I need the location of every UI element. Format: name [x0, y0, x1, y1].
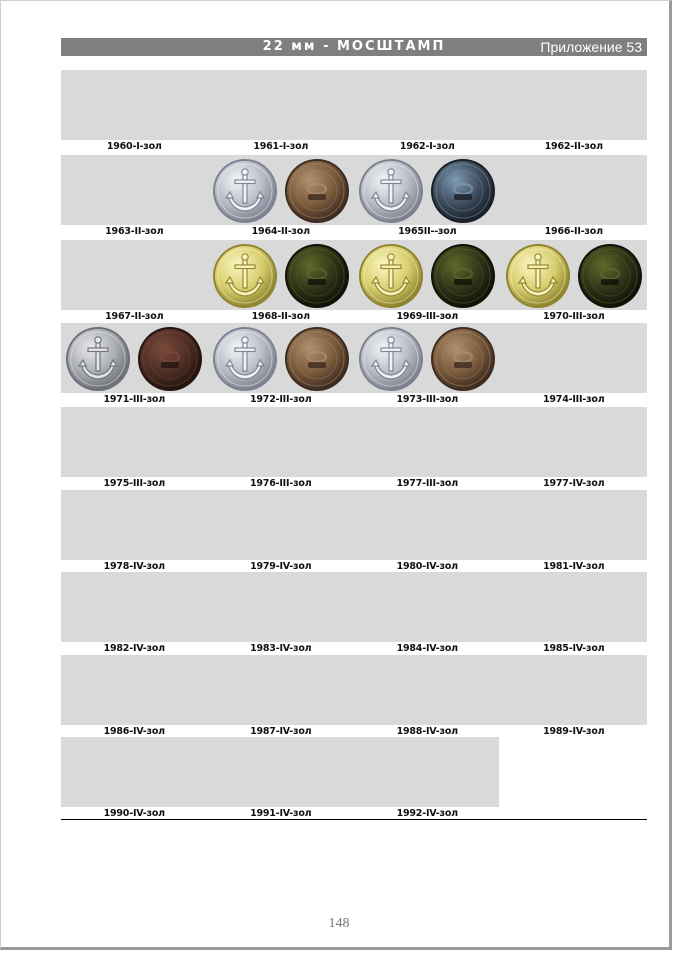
cell-label: 1965II--зол [398, 226, 457, 237]
cell-label: 1980-IV-зол [396, 561, 458, 572]
button-cell [354, 70, 501, 154]
cell-label: 1970-III-зол [542, 311, 605, 322]
button-back-image [430, 158, 496, 224]
button-cell [61, 155, 208, 239]
button-cell [61, 655, 208, 739]
button-cell [61, 572, 208, 656]
button-cell [208, 407, 355, 491]
button-cell [501, 407, 648, 491]
cell-label: 1963-II-зол [105, 226, 164, 237]
cell-label: 1977-III-зол [396, 478, 459, 489]
button-cell [354, 155, 501, 239]
cell-label: 1978-IV-зол [103, 561, 165, 572]
cell-label: 1992-IV-зол [396, 808, 458, 819]
cell-label: 1962-I-зол [399, 141, 455, 152]
button-cell [61, 407, 208, 491]
cell-label: 1983-IV-зол [250, 643, 312, 654]
cell-label: 1974-III-зол [542, 394, 605, 405]
button-cell [61, 323, 208, 407]
button-cell [501, 490, 648, 574]
button-back-image [284, 326, 350, 392]
button-cell [208, 490, 355, 574]
cell-label: 1975-III-зол [103, 478, 166, 489]
button-back-image [430, 326, 496, 392]
cell-label: 1972-III-зол [249, 394, 312, 405]
button-back-image [430, 243, 496, 309]
cell-label: 1981-IV-зол [543, 561, 605, 572]
cell-label: 1962-II-зол [544, 141, 603, 152]
button-front-image [358, 243, 424, 309]
cell-label: 1982-IV-зол [103, 643, 165, 654]
button-cell [501, 323, 648, 407]
button-cell [354, 323, 501, 407]
cell-label: 1979-IV-зол [250, 561, 312, 572]
cell-label: 1988-IV-зол [396, 726, 458, 737]
cell-label: 1985-IV-зол [543, 643, 605, 654]
cell-label: 1960-I-зол [106, 141, 162, 152]
cell-label: 1990-IV-зол [103, 808, 165, 819]
button-front-image [505, 243, 571, 309]
button-cell [208, 70, 355, 154]
button-front-image [212, 243, 278, 309]
button-cell [61, 70, 208, 154]
cell-label: 1977-IV-зол [543, 478, 605, 489]
button-cell [354, 407, 501, 491]
button-cell [208, 655, 355, 739]
button-cell [208, 240, 355, 324]
button-front-image [212, 326, 278, 392]
header-bar [61, 38, 647, 56]
cell-label: 1968-II-зол [251, 311, 310, 322]
button-front-image [212, 158, 278, 224]
button-front-image [358, 158, 424, 224]
button-cell [61, 737, 208, 821]
button-cell [61, 240, 208, 324]
appendix-label: Приложение 53 [540, 39, 642, 55]
cell-label: 1967-II-зол [105, 311, 164, 322]
button-cell [501, 240, 648, 324]
button-cell [501, 572, 648, 656]
button-front-image [358, 326, 424, 392]
button-cell [208, 155, 355, 239]
cell-label: 1971-III-зол [103, 394, 166, 405]
cell-label: 1976-III-зол [249, 478, 312, 489]
button-cell [501, 70, 648, 154]
button-cell [354, 737, 501, 821]
button-back-image [284, 158, 350, 224]
button-cell [354, 240, 501, 324]
cell-label: 1987-IV-зол [250, 726, 312, 737]
button-back-image [137, 326, 203, 392]
cell-label: 1986-IV-зол [103, 726, 165, 737]
button-cell [501, 655, 648, 739]
cell-label: 1969-III-зол [396, 311, 459, 322]
button-back-image [284, 243, 350, 309]
cell-label: 1984-IV-зол [396, 643, 458, 654]
cell-label: 1964-II-зол [251, 226, 310, 237]
cell-label: 1961-I-зол [253, 141, 309, 152]
page-title: 22 мм - МОСШТАМП [262, 39, 446, 54]
button-cell [61, 490, 208, 574]
button-back-image [577, 243, 643, 309]
button-cell [354, 490, 501, 574]
bottom-rule [61, 819, 647, 820]
button-front-image [65, 326, 131, 392]
cell-label: 1991-IV-зол [250, 808, 312, 819]
cell-label: 1989-IV-зол [543, 726, 605, 737]
button-cell [354, 655, 501, 739]
cell-label: 1973-III-зол [396, 394, 459, 405]
button-cell [354, 572, 501, 656]
button-cell [208, 737, 355, 821]
cell-label: 1966-II-зол [544, 226, 603, 237]
button-cell [501, 155, 648, 239]
page-number: 148 [328, 916, 350, 931]
button-cell [208, 572, 355, 656]
button-cell [208, 323, 355, 407]
